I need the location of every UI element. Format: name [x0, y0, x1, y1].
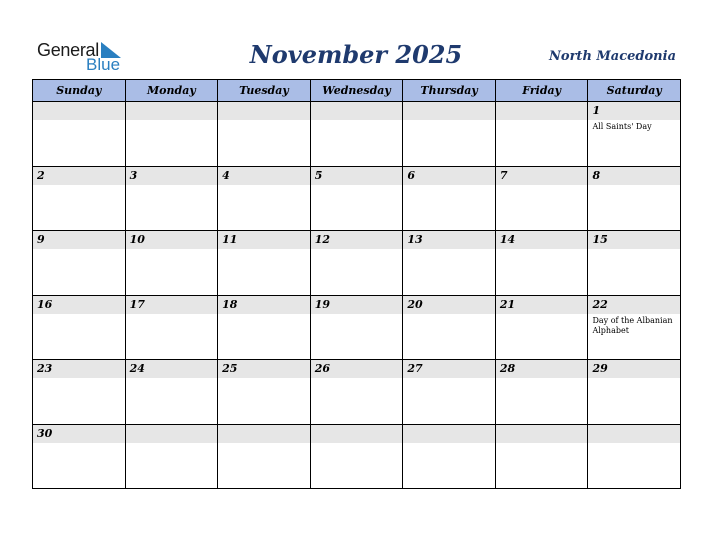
logo-text-blue: Blue	[86, 55, 121, 74]
day-number-strip	[403, 425, 495, 443]
week-row	[33, 425, 680, 489]
day-number-strip	[311, 167, 403, 185]
weeks-container	[33, 102, 680, 488]
day-number: 21	[499, 297, 516, 311]
week-row	[33, 102, 680, 167]
day-cell	[588, 296, 680, 360]
week-row	[33, 231, 680, 296]
day-cell	[311, 231, 404, 295]
day-cell	[311, 102, 404, 166]
day-number-strip	[126, 425, 218, 443]
day-number: 17	[129, 297, 145, 311]
day-number-strip	[126, 231, 218, 249]
day-cell	[126, 231, 219, 295]
day-number-strip	[218, 167, 310, 185]
day-cell	[218, 102, 311, 166]
weekday-header	[33, 80, 680, 102]
day-cell	[311, 167, 404, 231]
day-cell	[33, 296, 126, 360]
day-number-strip	[33, 231, 125, 249]
day-number-strip	[496, 360, 588, 378]
day-number-strip	[496, 167, 588, 185]
day-number-strip	[126, 360, 218, 378]
calendar-title: November 2025	[249, 40, 463, 69]
day-number-strip	[126, 167, 218, 185]
day-number: 16	[37, 297, 53, 311]
day-cell	[403, 231, 496, 295]
day-number: 26	[314, 362, 331, 375]
day-cell	[496, 167, 589, 231]
day-cell	[33, 360, 126, 424]
logo-text-general: General	[37, 40, 99, 60]
day-cell	[403, 360, 496, 424]
week-row	[33, 296, 680, 361]
day-number: 13	[407, 233, 423, 246]
day-number: 18	[222, 297, 238, 311]
day-number-strip	[588, 102, 680, 120]
day-number: 12	[314, 233, 331, 246]
day-cell	[218, 231, 311, 295]
day-number: 30	[37, 426, 53, 440]
day-number-strip	[218, 360, 310, 378]
day-number: 29	[592, 362, 608, 375]
weekday-tuesday: Tuesday	[218, 80, 311, 101]
day-number-strip	[588, 167, 680, 185]
day-number-strip	[403, 296, 495, 314]
day-number: 6	[407, 168, 415, 182]
day-number: 24	[129, 362, 145, 375]
day-number-strip	[126, 296, 218, 314]
day-number-strip	[218, 102, 310, 120]
day-number-strip	[33, 167, 125, 185]
day-number: 25	[222, 362, 238, 375]
day-cell	[588, 231, 680, 295]
day-number-strip	[403, 231, 495, 249]
day-cell	[496, 425, 589, 489]
day-cell	[496, 360, 589, 424]
day-cell	[496, 231, 589, 295]
day-cell	[126, 425, 219, 489]
day-number-strip	[311, 296, 403, 314]
day-number-strip	[496, 296, 588, 314]
day-number-strip	[403, 102, 495, 120]
day-number-strip	[403, 360, 495, 378]
day-number-strip	[218, 231, 310, 249]
week-row	[33, 360, 680, 425]
day-cell	[126, 167, 219, 231]
day-number-strip	[496, 102, 588, 120]
day-cell	[33, 425, 126, 489]
day-number-strip	[33, 296, 125, 314]
day-number: 9	[37, 233, 45, 246]
day-cell	[588, 360, 680, 424]
weekday-friday: Friday	[496, 80, 589, 101]
day-number-strip	[496, 231, 588, 249]
week-row	[33, 167, 680, 232]
day-number-strip	[126, 102, 218, 120]
weekday-monday: Monday	[126, 80, 219, 101]
day-cell	[218, 167, 311, 231]
day-number: 15	[592, 233, 608, 246]
day-number-strip	[33, 102, 125, 120]
day-number: 14	[499, 233, 516, 246]
day-number: 10	[129, 233, 145, 246]
day-cell	[311, 425, 404, 489]
weekday-saturday: Saturday	[606, 84, 662, 97]
day-cell	[403, 296, 496, 360]
holiday-label: Day of the Albanian Alphabet	[592, 315, 673, 335]
day-cell	[126, 360, 219, 424]
country-name: North Macedonia	[549, 49, 676, 64]
day-number: 2	[37, 168, 45, 182]
day-number: 27	[407, 362, 423, 375]
day-cell	[218, 360, 311, 424]
day-cell	[126, 296, 219, 360]
day-cell	[403, 167, 496, 231]
calendar-grid	[32, 79, 681, 489]
day-cell	[218, 296, 311, 360]
day-number-strip	[496, 425, 588, 443]
day-number: 5	[314, 168, 323, 182]
day-number: 23	[37, 362, 53, 375]
day-cell	[311, 360, 404, 424]
day-number: 19	[314, 297, 331, 311]
day-number-strip	[218, 425, 310, 443]
holiday-label: All Saints' Day	[592, 122, 652, 131]
day-number-strip	[588, 360, 680, 378]
weekday-thursday: Thursday	[403, 80, 496, 101]
day-cell	[33, 167, 126, 231]
day-cell	[403, 425, 496, 489]
day-number: 8	[592, 168, 601, 182]
day-cell	[588, 102, 680, 166]
day-number: 7	[499, 168, 508, 182]
day-number-strip	[588, 231, 680, 249]
day-number-strip	[311, 102, 403, 120]
day-number-strip	[588, 296, 680, 314]
day-cell	[496, 102, 589, 166]
day-cell	[403, 102, 496, 166]
day-number-strip	[311, 425, 403, 443]
day-number-strip	[403, 167, 495, 185]
day-number: 11	[222, 233, 238, 246]
day-cell	[33, 231, 126, 295]
day-number-strip	[33, 425, 125, 443]
day-cell	[126, 102, 219, 166]
day-number-strip	[311, 360, 403, 378]
day-cell	[588, 167, 680, 231]
day-cell	[496, 296, 589, 360]
day-number-strip	[33, 360, 125, 378]
day-cell	[218, 425, 311, 489]
day-cell	[33, 102, 126, 166]
day-cell	[311, 296, 404, 360]
day-cell	[588, 425, 680, 489]
day-number-strip	[588, 425, 680, 443]
day-number: 1	[592, 104, 601, 117]
weekday-sunday: Sunday	[33, 80, 126, 101]
day-number-strip	[311, 231, 403, 249]
day-number-strip	[218, 296, 310, 314]
day-number: 3	[129, 168, 138, 182]
weekday-wednesday: Wednesday	[311, 80, 404, 101]
day-number: 22	[592, 297, 608, 311]
day-number: 28	[499, 362, 516, 375]
day-number: 4	[222, 168, 230, 182]
day-number: 20	[407, 297, 423, 311]
